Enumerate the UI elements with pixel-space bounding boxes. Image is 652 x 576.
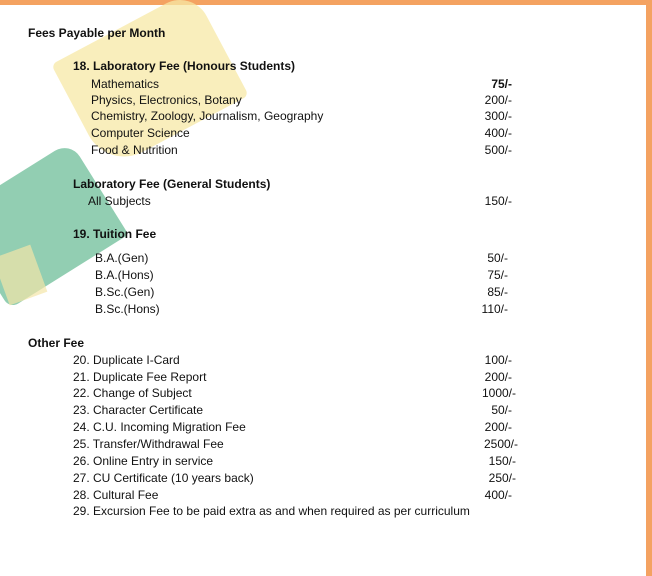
other-item-name: 22. Change of Subject [73, 386, 192, 400]
honours-item-fee: 300/- [484, 109, 512, 123]
tuition-item-fee: 75/- [487, 268, 508, 282]
other-item-name: 21. Duplicate Fee Report [73, 370, 207, 384]
other-item-fee: 200/- [484, 420, 512, 434]
tuition-item-name: B.A.(Gen) [95, 251, 149, 265]
honours-item-fee: 400/- [484, 126, 512, 140]
other-item-fee: 1000/- [481, 386, 516, 400]
honours-item-fee: 75/- [491, 77, 512, 91]
tuition-item-fee: 110/- [481, 302, 508, 316]
other-item-fee: 400/- [484, 488, 512, 502]
honours-item-name: Mathematics [91, 77, 160, 91]
other-item-name: 25. Transfer/Withdrawal Fee [73, 437, 224, 451]
honours-item-fee: 500/- [484, 143, 512, 157]
honours-item-name: Computer Science [91, 126, 190, 140]
other-item-fee: 2500/- [483, 437, 518, 451]
tuition-title: 19. Tuition Fee [73, 227, 157, 241]
tuition-item-fee: 85/- [487, 285, 508, 299]
other-title: Other Fee [28, 336, 85, 350]
general-item-name: All Subjects [88, 194, 151, 208]
tuition-item-name: B.A.(Hons) [95, 268, 154, 282]
other-note: 29. Excursion Fee to be paid extra as and when required as per curriculum [73, 504, 470, 518]
honours-title: 18. Laboratory Fee (Honours Students) [73, 59, 296, 73]
other-item-fee: 200/- [484, 370, 512, 384]
tuition-item-name: B.Sc.(Hons) [95, 302, 160, 316]
other-item-fee: 100/- [484, 353, 512, 367]
other-item-name: 20. Duplicate I-Card [73, 353, 180, 367]
honours-item-name: Food & Nutrition [91, 143, 178, 157]
tuition-item-name: B.Sc.(Gen) [95, 285, 155, 299]
page-heading: Fees Payable per Month [28, 26, 166, 40]
other-item-fee: 150/- [488, 454, 516, 468]
general-title: Laboratory Fee (General Students) [73, 177, 271, 191]
honours-item-fee: 200/- [484, 93, 512, 107]
other-item-name: 28. Cultural Fee [73, 488, 159, 502]
general-item-fee: 150/- [484, 194, 512, 208]
other-item-fee: 250/- [488, 471, 516, 485]
tuition-item-fee: 50/- [487, 251, 508, 265]
other-item-name: 27. CU Certificate (10 years back) [73, 471, 254, 485]
other-item-name: 23. Character Certificate [73, 403, 204, 417]
honours-item-name: Chemistry, Zoology, Journalism, Geography [91, 109, 324, 123]
other-item-name: 26. Online Entry in service [73, 454, 214, 468]
honours-item-name: Physics, Electronics, Botany [91, 93, 242, 107]
other-item-name: 24. C.U. Incoming Migration Fee [73, 420, 246, 434]
other-item-fee: 50/- [491, 403, 512, 417]
